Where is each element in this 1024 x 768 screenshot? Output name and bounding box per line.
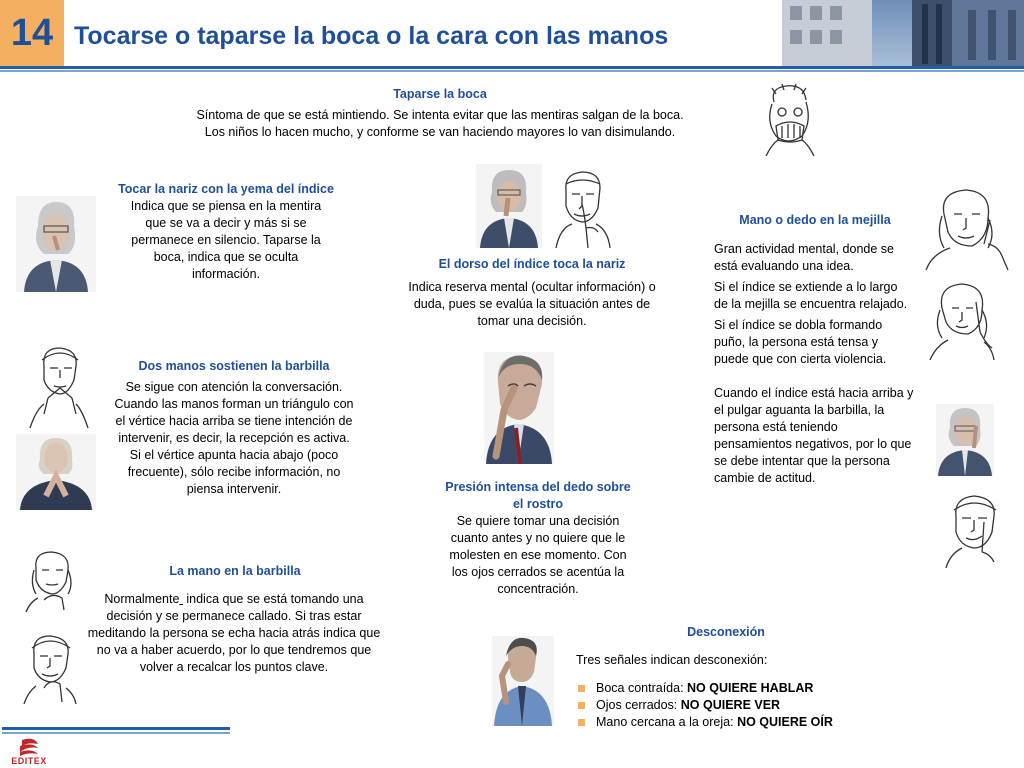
section-taparse-boca — [160, 86, 720, 141]
bullet-square-icon — [578, 685, 585, 692]
section-title: La mano en la barbilla — [169, 564, 301, 578]
desconexion-list — [576, 680, 896, 731]
section-text: Indica que se piensa en la mentira que se va a decir y más si se permanece en silencio. Taparse la boca, indica que se oculta información. — [130, 199, 322, 281]
footer-rule-thin — [2, 732, 230, 734]
sketch-child-covering-mouth — [756, 82, 822, 156]
section-title: Taparse la boca — [393, 87, 487, 101]
section-title: El dorso del índice toca la nariz — [438, 257, 626, 271]
header-rule-thin — [0, 70, 1024, 72]
section-text: Se sigue con atención la conversación. Cuando las manos forman un triángulo con el vértice hacia arriba se tiene intención de intervenir, es decir, la recepción es activa. — [114, 380, 354, 445]
header-building-photo — [782, 0, 1024, 66]
list-item — [576, 697, 896, 714]
sketch-man-thumb-chin — [944, 492, 1006, 568]
bullet-square-icon — [578, 702, 585, 709]
photo-man-pressing-face — [484, 352, 554, 464]
section-title: Presión intensa del dedo sobre el rostro — [445, 480, 631, 511]
section-text: Gran actividad mental, donde se está evaluando una idea. — [714, 242, 894, 273]
item-label: Boca contraída: — [596, 681, 688, 695]
section-dos-manos — [108, 358, 360, 498]
footer-rule — [2, 727, 230, 730]
list-item — [576, 714, 896, 731]
sketch-woman-hand-on-chin — [24, 548, 78, 612]
sketch-woman-index-along-cheek — [928, 280, 996, 360]
section-text: indica que se está tomando una decisión y se permanece callado. Si tras estar meditando la persona se echa hacia atrás indica que no va a haber acuerdo, por lo que tendremos que volver a recalcar los puntos clave. — [87, 592, 381, 674]
item-emphasis: NO QUIERE HABLAR — [687, 681, 814, 695]
editex-logo-icon — [4, 738, 54, 756]
section-desconexion-title — [656, 624, 796, 641]
section-text: Tres señales indican desconexión: — [576, 653, 768, 667]
item-label: Ojos cerrados: — [596, 698, 681, 712]
list-item — [576, 680, 896, 697]
section-text: Síntoma de que se está mintiendo. Se intenta evitar que las mentiras salgan de la boca. — [196, 108, 684, 122]
section-mano-barbilla-title — [100, 563, 370, 580]
section-title: Mano o dedo en la mejilla — [739, 213, 891, 227]
section-text: Si el índice se dobla formando puño, la persona está tensa y puede que con cierta violencia. — [714, 318, 887, 366]
logo-text: EDITEX — [11, 756, 47, 766]
photo-man-hand-near-ear — [492, 636, 554, 726]
section-text: Normalmente — [104, 592, 180, 606]
section-text: Cuando el índice está hacia arriba y el pulgar aguanta la barbilla, la persona está teniendo pensamientos negativos, por lo que se debe intentar que la persona cambie de actitud. — [714, 386, 914, 485]
section-title: Desconexión — [687, 625, 765, 639]
section-title: Dos manos sostienen la barbilla — [138, 359, 330, 373]
item-label: Mano cercana a la oreja: — [596, 715, 738, 729]
section-tocar-nariz — [118, 181, 334, 283]
section-mano-mejilla-title — [718, 212, 912, 229]
photo-woman-steepled-hands — [16, 434, 96, 510]
section-text: Indica reserva mental (ocultar información) o duda, pues se evalúa la situación antes de tomar una decisión. — [408, 280, 656, 328]
section-title: Tocar la nariz con la yema del índice — [118, 182, 334, 196]
sketch-man-hand-on-chin — [22, 632, 78, 704]
slide-header — [0, 0, 1024, 70]
slide-title: Tocarse o taparse la boca o la cara con las manos — [74, 22, 669, 50]
photo-woman-index-up — [936, 404, 994, 476]
sketch-man-finger-on-nose — [552, 168, 614, 248]
section-text: Si el índice se extiende a lo largo de la mejilla se encuentra relajado. — [714, 280, 908, 311]
sketch-woman-hand-on-cheek — [922, 184, 1010, 270]
section-text: Se quiere tomar una decisión cuanto antes y no quiere que le molesten en ese momento. Con los ojos cerrados se acentúa la concentración. — [449, 514, 627, 596]
header-rule — [0, 66, 1024, 69]
item-emphasis: NO QUIERE OÍR — [737, 715, 833, 729]
section-dorso-indice — [404, 256, 660, 330]
item-emphasis: NO QUIERE VER — [680, 698, 781, 712]
section-text: Si el vértice apunta hacia abajo (poco frecuente), sólo recibe información, no piensa intervenir. — [127, 448, 341, 496]
section-presion-dedo — [440, 479, 636, 598]
section-text: Los niños lo hacen mucho, y conforme se van haciendo mayores lo van disimulando. — [204, 125, 676, 139]
photo-woman-index-on-nose — [476, 164, 542, 248]
section-desconexion — [576, 652, 896, 731]
section-mano-mejilla — [714, 241, 914, 487]
photo-woman-touching-nose — [16, 196, 96, 292]
bullet-square-icon — [578, 719, 585, 726]
section-mano-barbilla — [86, 591, 382, 676]
slide-number: 14 — [0, 0, 64, 66]
editex-logo — [4, 738, 54, 766]
sketch-man-hands-under-chin — [26, 344, 92, 428]
